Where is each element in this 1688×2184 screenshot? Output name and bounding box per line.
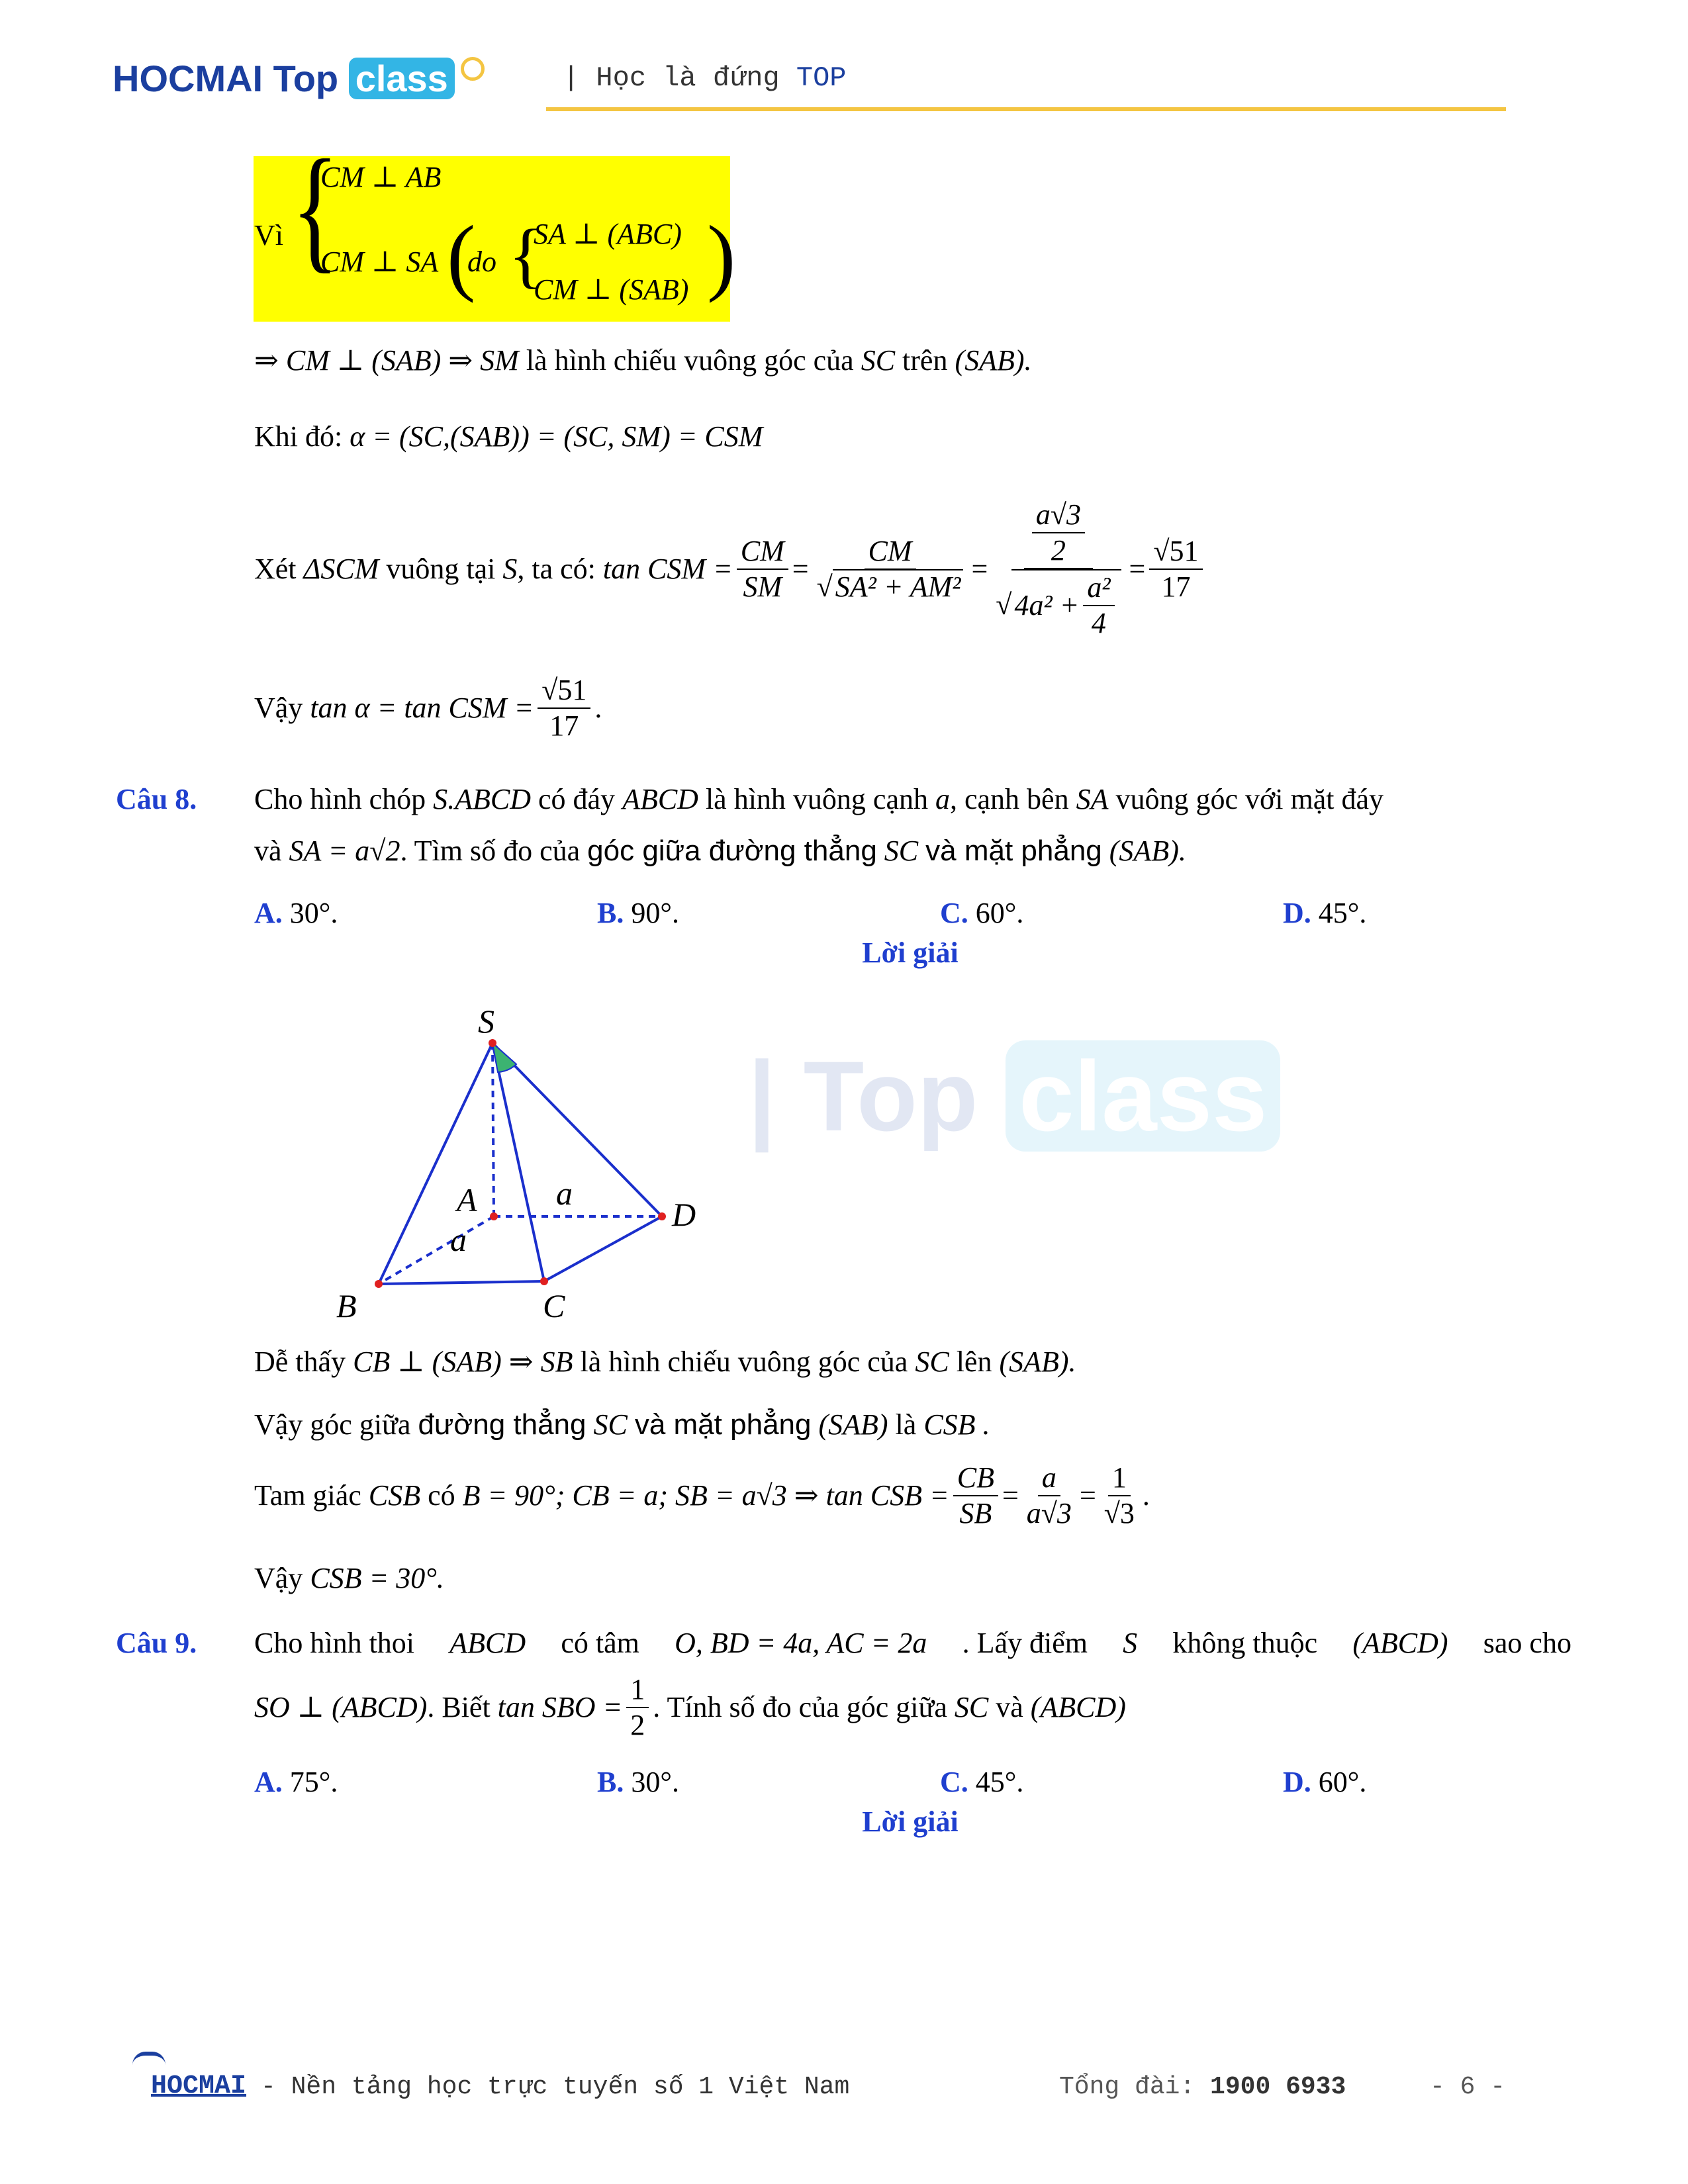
point-s (489, 1039, 496, 1047)
watermark: | Top class (748, 1039, 1280, 1154)
edge-sa-hidden (492, 1043, 494, 1216)
logo-hocmai: HOCMAI (113, 58, 263, 99)
projection-line: ⇒ CM ⊥ (SAB) ⇒ SM là hình chiếu vuông góc của SC trên (SAB). (254, 344, 1032, 377)
question-8-label: Câu 8. (116, 783, 197, 815)
point-a (490, 1212, 498, 1220)
left-paren-icon: ( (447, 208, 476, 304)
angle-csb-marker (492, 1043, 516, 1072)
logo-star-icon (461, 57, 485, 81)
question-9-label: Câu 9. (116, 1627, 197, 1659)
fraction-half: $\frac{1}{2}$ (626, 1672, 649, 1743)
option-c[interactable]: C. 45°. (940, 1766, 1024, 1798)
logo-class: class (349, 58, 455, 99)
edge-bc (379, 1281, 544, 1284)
header-divider (546, 107, 1506, 111)
edge-cd (544, 1216, 662, 1281)
edge-sc (492, 1043, 544, 1281)
edge-sd (492, 1043, 662, 1216)
option-d[interactable]: D. 60°. (1283, 1766, 1367, 1798)
fraction-1-sqrt3: $\frac{1}{√3}$ (1103, 1461, 1135, 1529)
label-b: B (336, 1287, 357, 1324)
q8-sol-line3: Tam giác CSB có B = 90°; CB = a; SB = a√3 ⇒ tan CSB = $\frac{CB}{SB}$ = $\frac{a}{a√3}$ = $\frac{1}{√3}$ . (254, 1461, 1150, 1529)
label-a-bottom: a (450, 1221, 467, 1258)
fraction-cb-sb: $\frac{CB}{SB}$ (953, 1461, 998, 1531)
question-9-solution-title: Lời giải (862, 1805, 959, 1838)
label-a: A (457, 1181, 477, 1218)
option-b[interactable]: B. 30°. (597, 1766, 679, 1798)
question-9-line1: Cho hình thoi ABCD có tâm O, BD = 4a, AC = 2a . Lấy điểm S không thuộc (ABCD) sao cho (254, 1627, 1571, 1659)
fraction-nested: $\frac{a√3}{2}$ √ 4a² + $\frac{\text{a²}}{4}$ (992, 498, 1125, 641)
question-8-options (254, 895, 1446, 934)
point-c (540, 1277, 548, 1285)
question-8-line1: Cho hình chóp S.ABCD có đáy ABCD là hình vuông cạnh a, cạnh bên SA vuông góc với mặt đáy (254, 783, 1384, 815)
question-8-line2: và SA = a√2. Tìm số đo của góc giữa đường thẳng SC và mặt phẳng (SAB). (254, 835, 1186, 867)
left-brace-icon: { (291, 131, 339, 286)
right-paren-icon: ) (707, 208, 736, 304)
slogan-top: TOP (796, 62, 847, 94)
q8-sol-line1: Dễ thấy CB ⊥ (SAB) ⇒ SB là hình chiếu vuông góc của SC lên (SAB). (254, 1345, 1076, 1378)
q8-sol-line4: Vậy CSB = 30°. (254, 1562, 444, 1594)
vi-label: Vì (254, 219, 283, 251)
fraction-a-asqrt3: $\frac{a}{a√3}$ (1026, 1461, 1072, 1529)
label-s: S (478, 1003, 494, 1040)
logo-top: Top (273, 58, 339, 99)
option-c[interactable]: C. 60°. (940, 897, 1024, 929)
page-number: - 6 - (1430, 2073, 1506, 2101)
question-9-options (254, 1764, 1446, 1803)
slogan-text: | Học là đứng (563, 62, 780, 94)
footer-logo: HOCMAI (151, 2071, 247, 2101)
fraction-cm-sqrt: $\frac{CM}{\text{√SA² + AM²}}$ (813, 534, 968, 604)
label-a-top: a (556, 1175, 573, 1212)
option-a[interactable]: A. 30°. (254, 897, 338, 929)
brand-logo (113, 57, 485, 100)
point-d (658, 1212, 666, 1220)
option-d[interactable]: D. 45°. (1283, 897, 1367, 929)
label-d: D (672, 1196, 696, 1233)
question-8-solution-title: Lời giải (862, 936, 959, 969)
option-b[interactable]: B. 90°. (597, 897, 679, 929)
fraction-result: $\frac{√51}{17}$ (1149, 534, 1202, 604)
cm-perp-sab: CM ⊥ (SAB) (534, 273, 689, 306)
footer (113, 2052, 1536, 2111)
pyramid-figure (318, 993, 741, 1337)
q8-sol-line2: Vậy góc giữa đường thẳng SC và mặt phẳng (SAB) là CSB . (254, 1408, 990, 1441)
angle-definition-line: Khi đó: α = (SC,(SAB)) = (SC, SM) = CSM (254, 420, 763, 453)
do-label: do (467, 246, 496, 278)
footer-tagline: - Nền tảng học trực tuyến số 1 Việt Nam (261, 2073, 850, 2101)
conclusion-line: Vậy tan α = tan CSM = $\frac{√51}{17}$ . (254, 674, 602, 742)
watermark-bar: | (748, 1040, 804, 1152)
footer-hotline: Tổng đài: 1900 6933 (1059, 2073, 1346, 2101)
fraction-conclusion: $\frac{√51}{17}$ (538, 673, 590, 743)
sa-perp-abc: SA ⊥ (ABC) (534, 218, 682, 250)
tan-computation-line: Xét ΔSCM vuông tại S , ta có: tan CSM = $\frac{CM}{SM}$ = $\frac{CM}{\text{√SA² + AM²}}$ = $\frac{a√3}{2}$ √ 4a² + $\frac{\text{a²}}{4}$ = $\frac{√51}{17}$ (254, 483, 1207, 655)
edge-sb (379, 1043, 492, 1284)
point-b (375, 1280, 383, 1288)
label-c: C (543, 1287, 565, 1324)
cm-perp-sa: CM ⊥ SA (320, 246, 439, 278)
question-9-line2: SO ⊥ (ABCD) . Biết tan SBO = $\frac{1}{2}$ . Tính số đo của góc giữa SC và (ABCD) (254, 1673, 1126, 1741)
slogan (563, 62, 847, 94)
option-a[interactable]: A. 75°. (254, 1766, 338, 1798)
fraction-cm-sm: $\frac{CM}{SM}$ (737, 534, 788, 604)
inner-brace-icon: { (508, 214, 543, 295)
cm-perp-ab: CM ⊥ AB (320, 161, 442, 193)
